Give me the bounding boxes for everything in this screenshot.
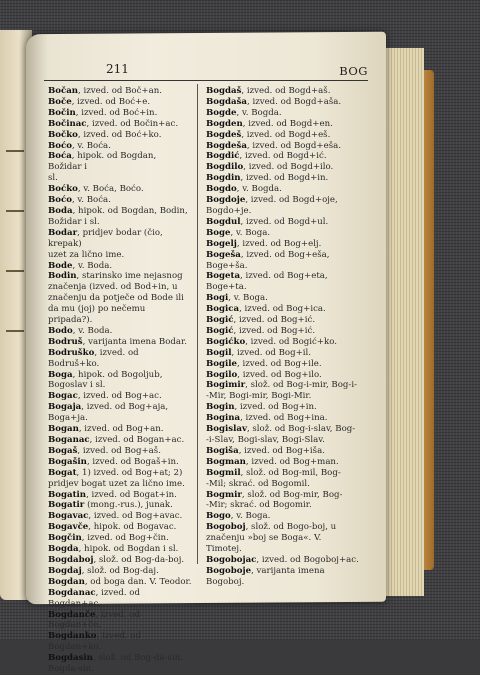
entry-headword: Bogaš (48, 445, 78, 456)
entry-headword: Bogica (206, 304, 240, 315)
entry-definition: , izved. od Bodruš+ko. (48, 347, 139, 369)
entry-definition: , izved. od Bogdan+ac. (48, 587, 140, 609)
dictionary-entry (48, 108, 192, 119)
entry-definition: , izved. od Bog+ić. (233, 315, 316, 326)
left-column (48, 86, 192, 675)
page-header (44, 62, 368, 81)
entry-headword: Bogiša (206, 445, 239, 456)
entry-definition: , izved. od Boć+in. (75, 107, 158, 118)
dictionary-entry (206, 555, 362, 566)
dictionary-entry (206, 468, 362, 490)
entry-definition: , hipok. od Bogdan, Božidar i sl. (48, 151, 157, 184)
entry-headword: Bogoboj (206, 522, 246, 533)
dictionary-entry (48, 370, 192, 392)
entry-definition: , od boga dan. V. Teodor. (84, 576, 192, 587)
entry-headword: Bogobojac (206, 554, 257, 565)
dictionary-entry (206, 457, 362, 468)
column-divider (197, 84, 198, 564)
dictionary-entry (206, 566, 362, 588)
dictionary-entry (48, 544, 192, 555)
entry-headword: Bogdin (206, 173, 241, 184)
dictionary-entry (48, 195, 192, 206)
entry-headword: Bodo (48, 325, 73, 336)
right-column (206, 86, 362, 588)
entry-headword: Bogac (48, 391, 78, 402)
dictionary-entry (206, 228, 362, 239)
entry-headword: Boge (206, 227, 231, 238)
dictionary-entry (48, 228, 192, 261)
entry-definition: , v. Boća. (71, 195, 111, 206)
dictionary-entry (48, 206, 192, 228)
entry-definition: , hipok. od Bogavac. (88, 522, 177, 533)
dictionary-entry (48, 141, 192, 152)
entry-headword: Bogdanac (48, 587, 96, 598)
entry-headword: Bogdo (206, 184, 237, 195)
entry-definition: , izved. od Bog+man. (245, 456, 339, 467)
dictionary-entry (48, 326, 192, 337)
entry-headword: Boćko (48, 184, 78, 195)
entry-definition: , izved. od Bogd+in. (240, 173, 329, 184)
entry-headword: Bogi (206, 293, 229, 304)
entry-definition: , starinsko ime nejasnog značenja (izved. od Bod+in, u značenju da potječe od Bode ili da mu (joj) po nečemu pripada?). (48, 271, 184, 326)
entry-definition: , izved. od Bog+čin. (81, 533, 169, 544)
entry-definition: , v. Boga. (230, 511, 271, 522)
entry-definition: , izved. od Bog+an. (78, 424, 164, 435)
entry-definition: , hipok. od Bogdan, Bodin, Božidar i sl. (48, 205, 188, 227)
page-number: 211 (106, 62, 129, 76)
dictionary-entry (206, 97, 362, 108)
dictionary-entry (48, 424, 192, 435)
entry-headword: Bogaja (48, 402, 82, 413)
entry-definition: , hipok. od Bogdan i sl. (78, 544, 179, 555)
entry-definition: , slož. od Bog-da-boj. (93, 554, 185, 565)
entry-definition: , v. Boga. (228, 293, 268, 304)
dictionary-entry (206, 522, 362, 555)
dictionary-entry (206, 108, 362, 119)
dictionary-entry (206, 195, 362, 217)
dictionary-entry (206, 141, 362, 152)
entry-headword: Bogdaš (206, 86, 242, 96)
entry-headword: Bogčin (48, 533, 82, 544)
entry-definition: , izved. od Bog+ica. (239, 304, 326, 315)
dictionary-entry (206, 151, 362, 162)
dictionary-entry (48, 391, 192, 402)
entry-definition: , izved. od Bogd+ić. (239, 151, 327, 162)
dictionary-entry (48, 86, 192, 97)
dictionary-entry (206, 304, 362, 315)
entry-headword: Bogdaša (206, 96, 247, 107)
entry-headword: Bogić (206, 325, 234, 336)
entry-headword: Bogdasin (48, 653, 93, 664)
entry-headword: Bogdaboj (48, 554, 94, 565)
entry-headword: Boganac (48, 435, 90, 445)
entry-definition: , izved. od Bogd+aša. (247, 96, 342, 107)
entry-definition: , izved. od Boć+ko. (77, 129, 162, 140)
entry-headword: Bogislav (206, 424, 247, 435)
entry-headword: Boća (48, 151, 72, 162)
dictionary-entry (206, 511, 362, 522)
dictionary-entry (48, 151, 192, 184)
entry-headword: Bogin (206, 402, 235, 413)
entry-headword: Bodruš (48, 336, 83, 347)
dictionary-entry (48, 119, 192, 130)
entry-definition: , slož. od Bog-da-sin, Bogda-sin. (48, 653, 183, 675)
dictionary-entry (48, 533, 192, 544)
entry-headword: Boga (48, 369, 73, 380)
entry-definition: , v. Boća. (71, 140, 111, 151)
entry-headword: Bogavče (48, 522, 89, 533)
entry-headword: Bogman (206, 456, 246, 467)
dictionary-entry (48, 184, 192, 195)
entry-headword: Bogatir (48, 500, 85, 511)
entry-definition: , varijanta imena Bodar. (82, 336, 187, 347)
dictionary-entry (48, 610, 192, 632)
dictionary-entry (48, 261, 192, 272)
dictionary-entry (206, 173, 362, 184)
entry-headword: Bočin (48, 107, 76, 118)
dictionary-entry (48, 653, 192, 675)
entry-definition: , slož. od Bogo-boj, u značenju »boj se Boga«. V. Timotej. (206, 522, 337, 555)
entry-definition: , izved. od Bogd+oje, Bogdo+je. (206, 195, 338, 216)
entry-definition: , izved. od Bogat+in. (86, 489, 177, 500)
dictionary-entry (48, 555, 192, 566)
dictionary-entry (206, 370, 362, 381)
entry-headword: Bogmil (206, 467, 241, 478)
entry-headword: Bogdoje (206, 195, 246, 206)
dictionary-entry (48, 631, 192, 653)
entry-definition: , izved. od Bog+ina. (240, 413, 328, 424)
entry-definition: , izved. od Bog+eša, Boge+ša. (206, 249, 330, 271)
entry-headword: Bogil (206, 347, 232, 358)
entry-definition: , slož. od Bog-daj. (81, 565, 159, 576)
dictionary-entry (48, 468, 192, 490)
entry-definition: , izved. od Bogd+aš. (241, 86, 331, 96)
entry-headword: Bogdan (48, 576, 85, 587)
dictionary-entry (48, 577, 192, 588)
entry-headword: Bodin (48, 271, 77, 282)
dictionary-entry (48, 337, 192, 348)
entry-headword: Boda (48, 205, 73, 216)
entry-definition: , izved. od Bog+iša. (238, 445, 325, 456)
entry-definition: , pridjev bodar (čio, krepak) uzet za lično ime. (48, 227, 163, 260)
dictionary-entry (48, 490, 192, 501)
dictionary-entry (206, 184, 362, 195)
dictionary-entry (206, 402, 362, 413)
entry-definition: , izved. od Bog+avac. (88, 511, 183, 522)
entry-definition: , izved. od Bogd+ilo. (243, 162, 334, 173)
dictionary-entry (206, 239, 362, 250)
entry-definition: , izved. od Bog+ilo. (237, 369, 322, 380)
dictionary-entry (48, 402, 192, 424)
guide-word: BOG (339, 64, 368, 78)
dictionary-entry (48, 130, 192, 141)
dictionary-entry (48, 522, 192, 533)
entry-definition: , izved. od Bogan+ac. (89, 435, 185, 445)
entry-definition: , izved. od Bogd+en. (242, 118, 333, 129)
entry-headword: Bočko (48, 129, 78, 140)
entry-definition: , slož. od Bog-i-mir, Bog-i- -Mir, Bogi-mir, Bogi-Mir. (206, 380, 357, 402)
dictionary-entry (48, 271, 192, 326)
entry-definition: , izved. od Boć+e. (71, 96, 151, 107)
entry-headword: Bogdanče (48, 609, 96, 620)
entry-headword: Bogde (206, 107, 237, 118)
entry-definition: , izved. od Bog+ić. (233, 325, 316, 336)
dictionary-entry (206, 326, 362, 337)
entry-definition: , slož. od Bog-mil, Bog- -Mil; skrać. od Bogomil. (206, 467, 341, 489)
entry-definition: , izved. od Bog+eta, Boge+ta. (206, 271, 328, 293)
entry-headword: Bogelj (206, 238, 237, 249)
entry-headword: Bogašin (48, 456, 87, 467)
dictionary-entry (48, 348, 192, 370)
dictionary-entry (48, 435, 192, 446)
entry-definition: , izved. od Bogdan+če. (48, 609, 140, 631)
entry-headword: Bogeša (206, 249, 241, 260)
entry-headword: Bogan (48, 424, 79, 435)
dictionary-entry (48, 457, 192, 468)
dictionary-entry (206, 424, 362, 446)
entry-headword: Bogavac (48, 511, 89, 522)
entry-headword: Bogda (48, 544, 79, 555)
entry-headword: Bogeta (206, 271, 241, 282)
entry-definition: , izved. od Bogd+ul. (240, 216, 329, 227)
entry-headword: Bode (48, 260, 73, 271)
entry-headword: Bogdilo (206, 162, 244, 173)
dictionary-entry (48, 566, 192, 577)
entry-definition: , slož. od Bog-i-slav, Bog- -i-Slav, Bogi-slav, Bogi-Slav. (206, 424, 356, 445)
entry-headword: Bogat (48, 467, 77, 478)
entry-headword: Bogilo (206, 369, 238, 380)
entry-headword: Bogdeš (206, 129, 242, 140)
entry-definition: , izved. od Bog+aš. (77, 445, 161, 456)
entry-headword: Bogo (206, 511, 231, 522)
entry-definition: (mong.-rus.), junak. (84, 500, 173, 511)
dictionary-entry (48, 588, 192, 610)
entry-headword: Bogićko (206, 336, 246, 347)
entry-definition: , izved. od Bog+in. (234, 402, 317, 413)
entry-definition: , 1) izved. od Bog+at; 2) pridjev bogat uzet za lično ime. (48, 467, 185, 489)
dictionary-entry (48, 97, 192, 108)
dictionary-entry (206, 446, 362, 457)
entry-definition: , izved. od Bog+ac. (77, 391, 162, 402)
entry-definition: , slož. od Bog-mir, Bog- -Mir; skrać. od Bogomir. (206, 489, 343, 511)
entry-headword: Bogden (206, 118, 243, 129)
entry-definition: , v. Boda. (72, 325, 113, 336)
entry-definition: , izved. od Bogd+eš. (241, 129, 331, 140)
dictionary-entry (206, 271, 362, 293)
dictionary-entry (206, 130, 362, 141)
entry-headword: Bogdul (206, 216, 241, 227)
dictionary-entry (206, 315, 362, 326)
dictionary-entry (206, 413, 362, 424)
entry-headword: Bogmir (206, 489, 242, 500)
entry-definition: , izved. od Bogaš+in. (86, 456, 179, 467)
entry-definition: , izved. od Bočin+ac. (86, 118, 179, 129)
dictionary-entry (206, 337, 362, 348)
entry-definition: , izved. od Bog+ile. (237, 358, 322, 369)
dictionary-entry (206, 217, 362, 228)
entry-definition: , izved. od Boč+an. (78, 86, 162, 96)
entry-headword: Bogina (206, 413, 241, 424)
dictionary-entry (206, 86, 362, 97)
entry-headword: Bodruško (48, 347, 95, 358)
entry-headword: Boćo (48, 140, 72, 151)
dictionary-entry (48, 446, 192, 457)
entry-definition: , v. Boda. (72, 260, 113, 271)
entry-headword: Bočan (48, 86, 79, 96)
dictionary-entry (206, 359, 362, 370)
entry-definition: , izved. od Bog+aja, Boga+ja. (48, 402, 169, 424)
dictionary-entry (206, 162, 362, 173)
entry-definition: , v. Boga. (230, 227, 271, 238)
entry-headword: Boče (48, 96, 72, 107)
entry-headword: Bogoboje (206, 565, 252, 576)
entry-headword: Bogimir (206, 380, 246, 391)
dictionary-entry (48, 511, 192, 522)
entry-definition: , v. Boća, Boćo. (77, 184, 144, 195)
entry-definition: , izved. od Bog+elj. (236, 238, 322, 249)
entry-headword: Bodar (48, 227, 78, 238)
entry-headword: Bogdaj (48, 565, 82, 576)
entry-headword: Bogile (206, 358, 238, 369)
dictionary-entry (206, 348, 362, 359)
dictionary-entry (206, 119, 362, 130)
entry-definition: , izved. od Bogoboj+ac. (256, 554, 359, 565)
entry-definition: , hipok. od Bogoljub, Bogoslav i sl. (48, 369, 163, 391)
entry-headword: Bočinac (48, 118, 87, 129)
entry-definition: , izved. od Bogić+ko. (245, 336, 337, 347)
entry-headword: Bogdić (206, 151, 240, 162)
dictionary-entry (206, 380, 362, 402)
entry-headword: Bogdeša (206, 140, 247, 151)
entry-definition: , v. Bogda. (236, 107, 282, 118)
entry-definition: , izved. od Bogdan+ko. (48, 631, 141, 653)
dictionary-entry (48, 500, 192, 511)
dictionary-entry (206, 293, 362, 304)
entry-headword: Boćo (48, 195, 72, 206)
entry-headword: Bogatin (48, 489, 87, 500)
entry-definition: , izved. od Bogd+eša. (246, 140, 341, 151)
entry-headword: Bogić (206, 315, 234, 326)
entry-headword: Bogdanko (48, 631, 97, 642)
dictionary-entry (206, 490, 362, 512)
entry-definition: , izved. od Bog+il. (231, 347, 312, 358)
dictionary-entry (206, 250, 362, 272)
entry-definition: , varijanta imena Bogoboj. (206, 565, 325, 587)
entry-definition: , v. Bogda. (236, 184, 282, 195)
